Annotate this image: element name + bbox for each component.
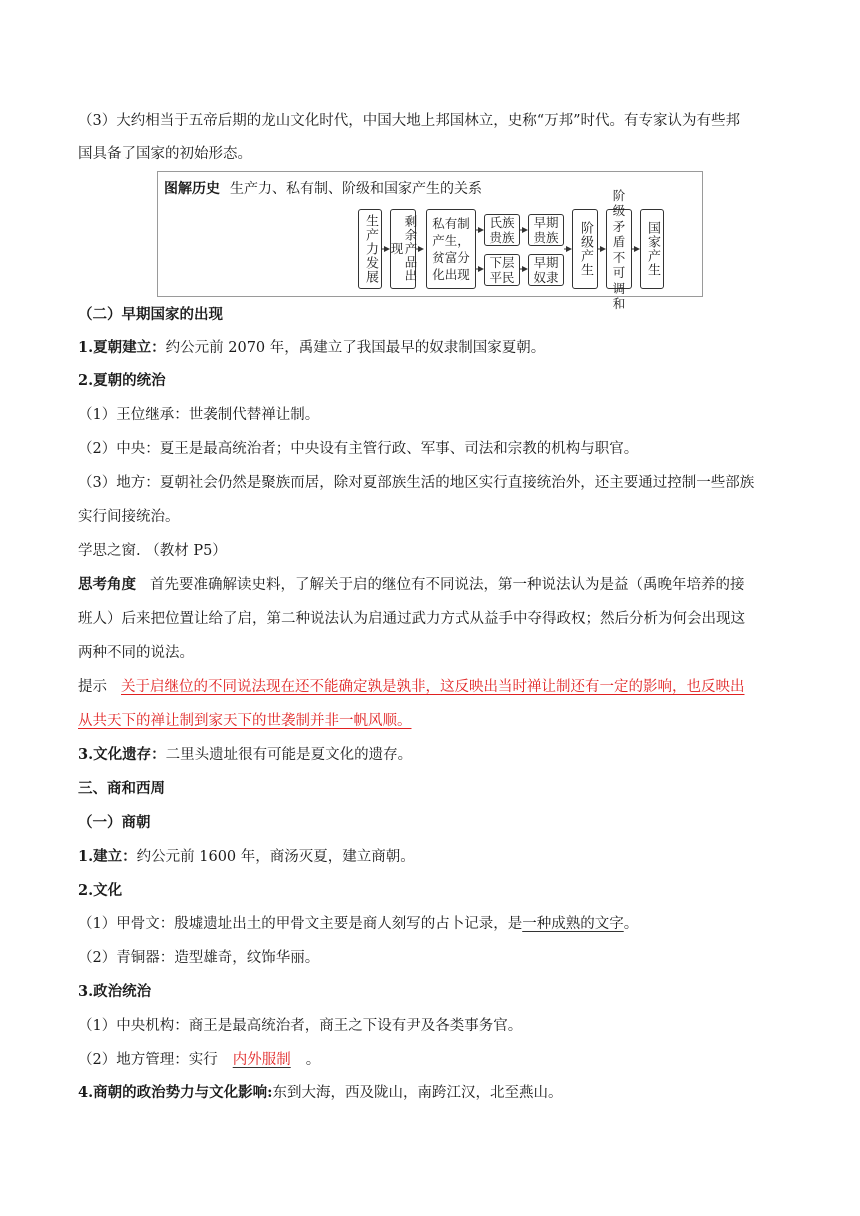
- section-heading: （二）早期国家的出现: [78, 306, 223, 323]
- punctuation: 。: [305, 1052, 321, 1068]
- item-text: 东到大海，西及陇山，南跨江汉，北至燕山。: [272, 1085, 563, 1101]
- paragraph-line: （1）王位继承：世袭制代替禅让制。: [78, 407, 320, 423]
- underlined-phrase: 一种成熟的文字: [522, 916, 624, 932]
- paragraph-line: [78, 1083, 563, 1103]
- paragraph-line: [78, 914, 638, 934]
- section-heading: 三、商和西周: [78, 780, 165, 797]
- paragraph-line: （2）青铜器：造型雄奇，纹饰华丽。: [78, 950, 320, 966]
- paragraph-line: 班人）后来把位置让给了启，第二种说法认为启通过武力方式从益手中夺得政权；然后分析为何会出现这: [78, 611, 745, 627]
- item-text: 约公元前 1600 年，商汤灭夏，建立商朝。: [136, 849, 415, 865]
- box-private-property: 私有制产生，贫富分化出现: [426, 209, 476, 289]
- box-class-conflict: [606, 187, 632, 311]
- paragraph-line: [78, 338, 545, 358]
- paragraph-line: （3）大约相当于五帝后期的龙山文化时代，中国大地上邦国林立，史称“万邦”时代。有专家认为有些邦: [78, 113, 741, 129]
- paragraph-line: 两种不同的说法。: [78, 645, 194, 661]
- item-text: 约公元前 2070 年，禹建立了我国最早的奴隶制国家夏朝。: [165, 340, 546, 356]
- box-productivity: 生产力发展: [358, 209, 382, 289]
- paragraph-line: [78, 575, 745, 595]
- paragraph-line: [78, 711, 418, 731]
- diagram-caption: 生产力、私有制、阶级和国家产生的关系: [230, 181, 482, 197]
- box-class: 阶级产生: [572, 209, 598, 289]
- tip-answer: 从共天下的禅让制到家天下的世袭制并非一帆风顺。: [78, 713, 412, 729]
- item-text: 二里头遗址很有可能是夏文化的遗存。: [165, 747, 413, 763]
- paragraph-line: [78, 847, 415, 867]
- paragraph-line: （3）地方：夏朝社会仍然是聚族而居，除对夏部族生活的地区实行直接统治外，还主要通过控制一些部族: [78, 475, 755, 491]
- paragraph-line: 实行间接统治。: [78, 509, 180, 525]
- diagram-label: 图解历史: [164, 181, 220, 197]
- paragraph-line: [78, 677, 745, 697]
- history-diagram: [157, 171, 703, 311]
- think-label: 思考角度: [78, 576, 136, 593]
- box-state: 国家产生: [640, 209, 664, 289]
- tip-answer: 关于启继位的不同说法现在还不能确定孰是孰非，这反映出当时禅让制还有一定的影响，也反映出: [121, 679, 745, 695]
- box-early-slaves: 早期奴隶: [528, 254, 564, 286]
- paragraph-line: [78, 745, 412, 765]
- box-early-nobles: 早期贵族: [528, 214, 564, 246]
- item-label: 1.建立：: [78, 848, 137, 865]
- paragraph-line: （2）中央：夏王是最高统治者；中央设有主管行政、军事、司法和宗教的机构与职官。: [78, 441, 639, 457]
- box-commoners: 下层平民: [484, 254, 520, 286]
- item-label: 1.夏朝建立：: [78, 339, 166, 356]
- paragraph-line: （1）中央机构：商王是最高统治者，商王之下设有尹及各类事务官。: [78, 1018, 523, 1034]
- tip-label: 提示: [78, 679, 107, 695]
- paragraph-line: [78, 1050, 320, 1070]
- subsection-heading: 2.夏朝的统治: [78, 372, 166, 389]
- item-text: （2）地方管理：实行: [78, 1052, 218, 1068]
- item-label: 3.文化遗存：: [78, 746, 166, 763]
- box-surplus: 剩余产品出现: [390, 209, 416, 289]
- subsection-heading: （一）商朝: [78, 814, 151, 831]
- think-text: 首先要准确解读史料，了解关于启的继位有不同说法，第一种说法认为是益（禹晚年培养的接: [150, 577, 745, 593]
- paragraph-line: 国具备了国家的初始形态。: [78, 146, 252, 162]
- item-label: 4.商朝的政治势力与文化影响:: [78, 1084, 273, 1101]
- box-class-conflict-label: 阶级矛盾不可调和: [612, 187, 626, 311]
- punctuation: 。: [623, 916, 639, 932]
- subsection-heading: 3.政治统治: [78, 983, 152, 1000]
- fill-in-answer: 内外服制: [232, 1052, 291, 1068]
- item-text: （1）甲骨文：殷墟遗址出土的甲骨文主要是商人刻写的占卜记录，是: [78, 916, 523, 932]
- box-clan-nobles: 氏族贵族: [484, 214, 520, 246]
- paragraph-line: 学思之窗. （教材 P5）: [78, 543, 227, 559]
- subsection-heading: 2.文化: [78, 882, 123, 899]
